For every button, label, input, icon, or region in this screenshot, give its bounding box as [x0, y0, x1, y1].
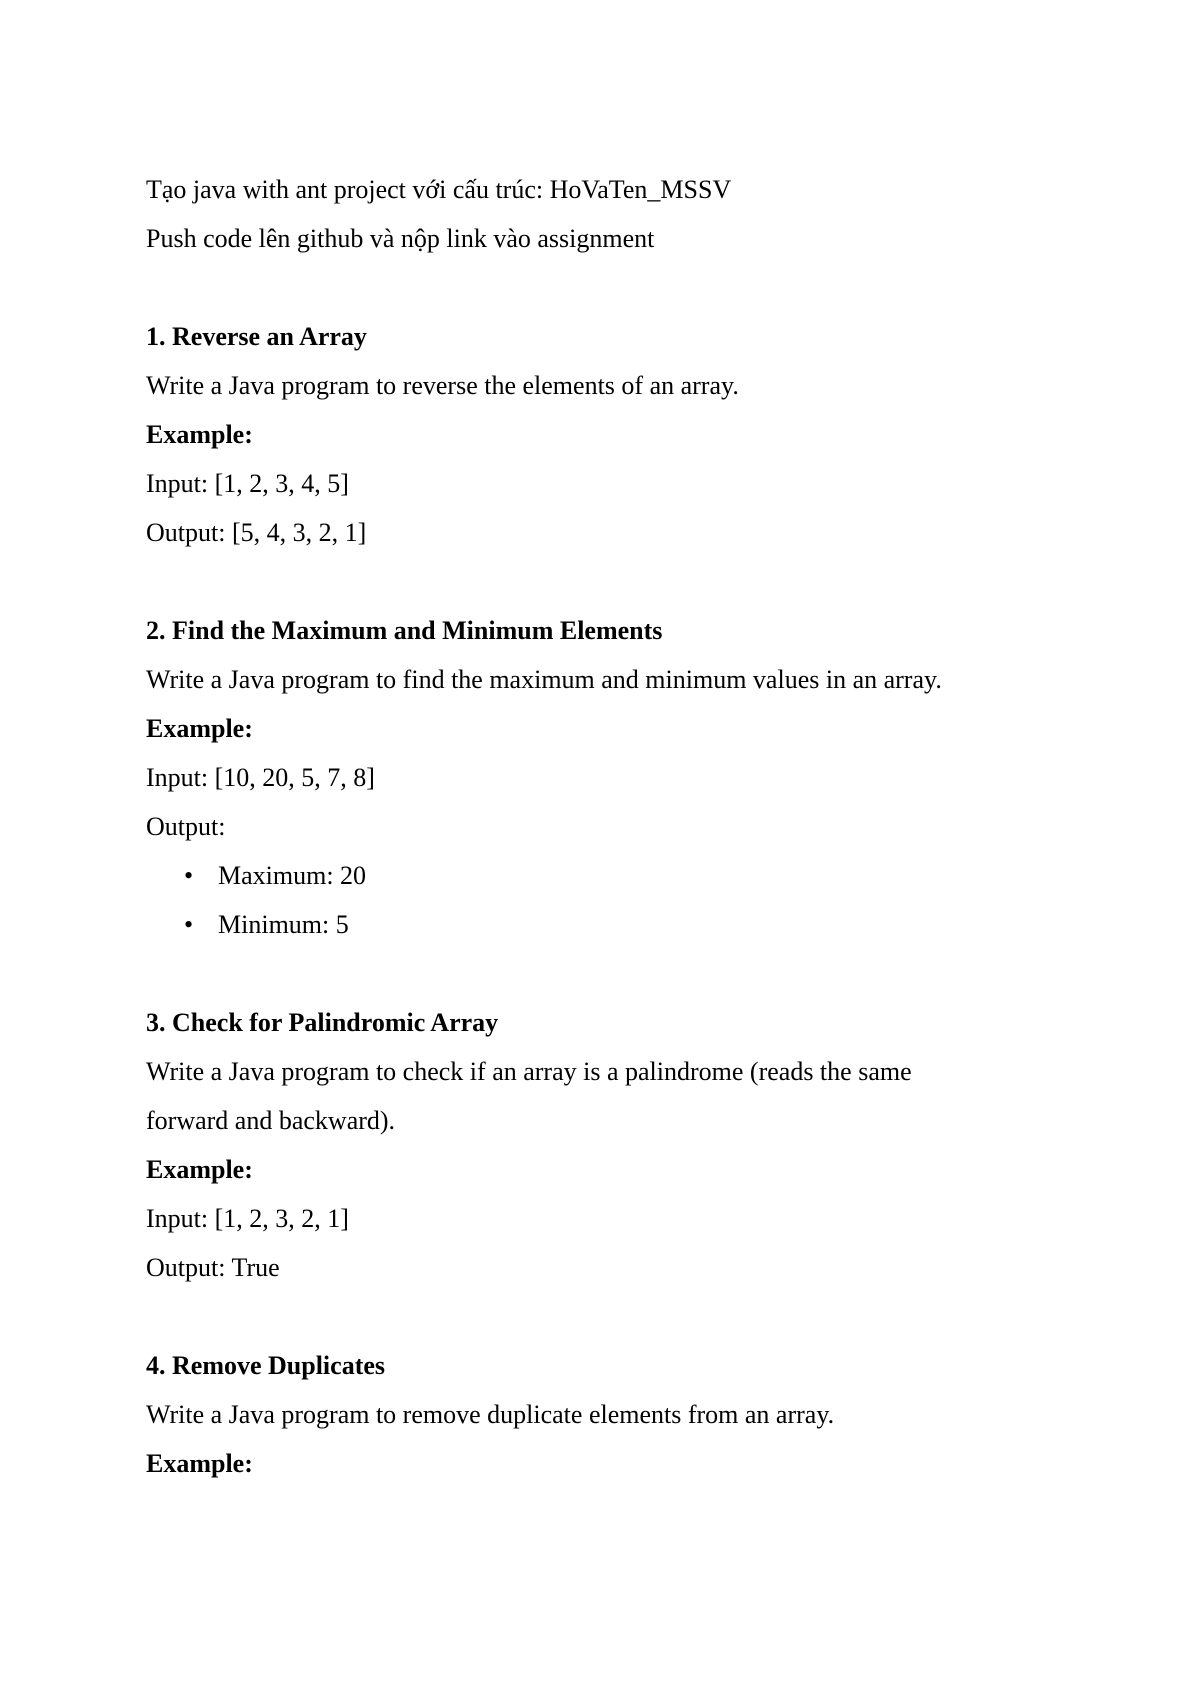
spacer [146, 557, 1106, 606]
problem-1-description: Write a Java program to reverse the elements of an array. [146, 371, 739, 400]
problem-2-output: Output: [146, 812, 226, 841]
problem-4-title: 4. Remove Duplicates [146, 1351, 386, 1380]
list-item [146, 851, 1106, 900]
problem-3-title: 3. Check for Palindromic Array [146, 1008, 499, 1037]
problem-1-example-label: Example: [146, 420, 253, 449]
problem-4-description: Write a Java program to remove duplicate elements from an array. [146, 1400, 835, 1429]
problem-2-description: Write a Java program to find the maximum and minimum values in an array. [146, 665, 942, 694]
problem-1-title: 1. Reverse an Array [146, 322, 367, 351]
list-item-text: Maximum: 20 [218, 861, 367, 890]
problem-3-example-label: Example: [146, 1155, 253, 1184]
problem-3-description-line-1: Write a Java program to check if an array is a palindrome (reads the same [146, 1057, 912, 1086]
spacer [146, 263, 1106, 312]
list-item [146, 900, 1106, 949]
problem-3-input: Input: [1, 2, 3, 2, 1] [146, 1204, 349, 1233]
problem-1-input: Input: [1, 2, 3, 4, 5] [146, 469, 349, 498]
document-content [146, 165, 1106, 1488]
problem-3-description-line-2: forward and backward). [146, 1106, 396, 1135]
problem-4-example-label: Example: [146, 1449, 253, 1478]
problem-1-output: Output: [5, 4, 3, 2, 1] [146, 518, 367, 547]
bullet-icon: • [184, 861, 194, 890]
list-item-text: Minimum: 5 [218, 910, 349, 939]
spacer [146, 1292, 1106, 1341]
problem-2-title: 2. Find the Maximum and Minimum Elements [146, 616, 663, 645]
spacer [146, 949, 1106, 998]
problem-2-output-list [146, 851, 1106, 949]
problem-2-input: Input: [10, 20, 5, 7, 8] [146, 763, 375, 792]
intro-line-2: Push code lên github và nộp link vào assignment [146, 224, 655, 253]
problem-2-example-label: Example: [146, 714, 253, 743]
intro-line-1: Tạo java with ant project với cấu trúc: HoVaTen_MSSV [146, 175, 732, 204]
problem-3-output: Output: True [146, 1253, 280, 1282]
bullet-icon: • [184, 910, 194, 939]
